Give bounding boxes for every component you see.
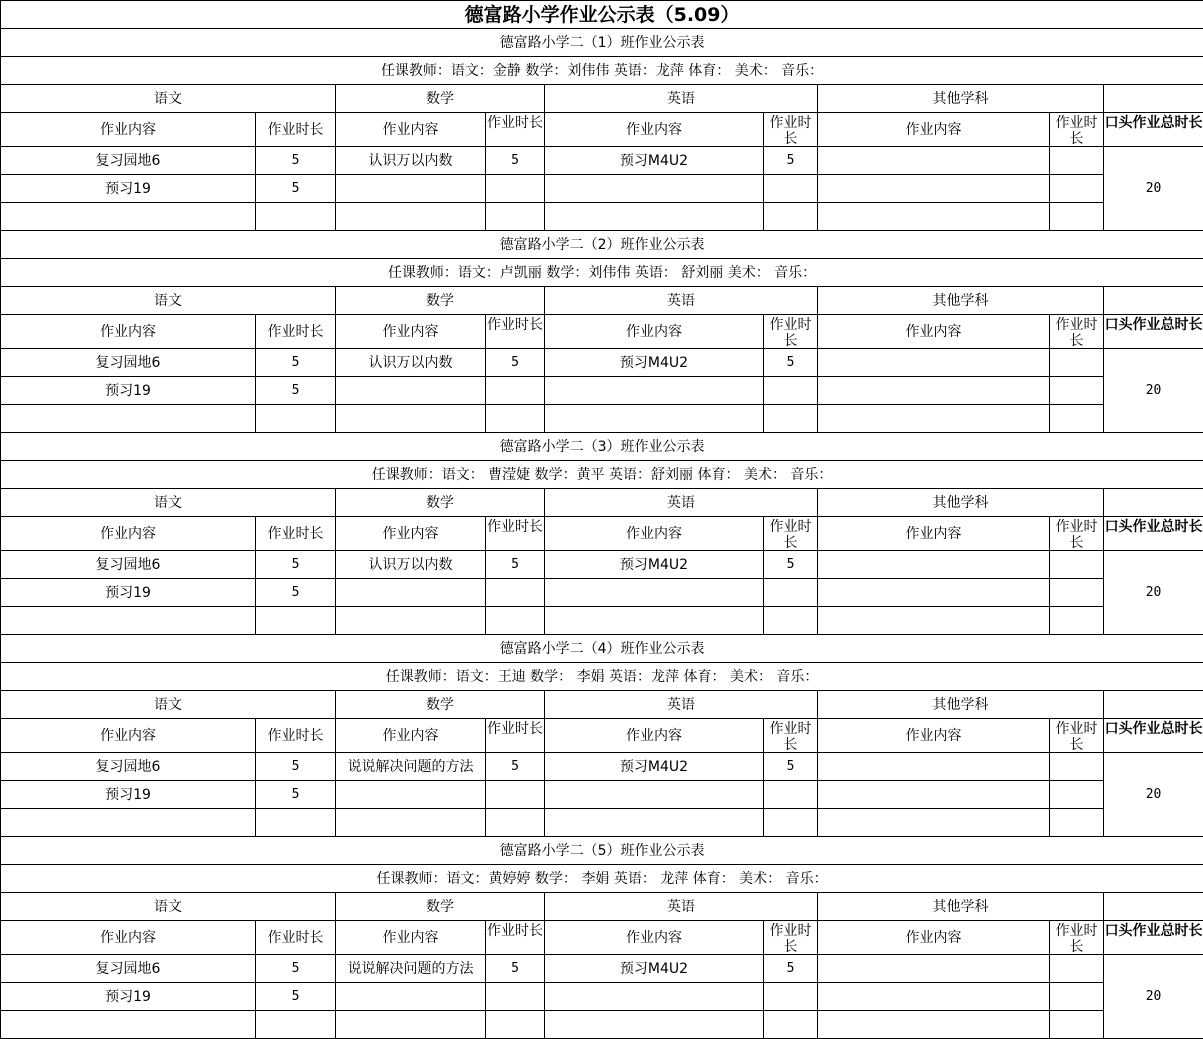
other-content-cell <box>818 551 1050 579</box>
subject-math-header: 数学 <box>336 691 545 719</box>
english-content-cell: 预习M4U2 <box>545 753 764 781</box>
subject-chinese-header: 语文 <box>1 287 336 315</box>
subject-other-header: 其他学科 <box>818 691 1104 719</box>
math-duration-cell: 5 <box>486 147 545 175</box>
english-duration-label: 作业时长 <box>769 721 812 752</box>
other-content-cell <box>818 405 1050 433</box>
english-content-header: 作业内容 <box>545 719 764 753</box>
math-content-cell <box>336 1011 486 1039</box>
english-content-cell <box>545 1011 764 1039</box>
chinese-content-cell: 预习19 <box>1 983 256 1011</box>
math-duration-label: 作业时长 <box>487 923 543 939</box>
oral-total-value: 20 <box>1104 349 1203 433</box>
chinese-duration-header: 作业时长 <box>256 517 336 551</box>
chinese-content-header: 作业内容 <box>1 113 256 147</box>
oral-total-label: 口头作业总时长 <box>1104 721 1203 737</box>
subject-math-header: 数学 <box>336 489 545 517</box>
subject-english-header: 英语 <box>545 85 818 113</box>
class-title: 德富路小学二（3）班作业公示表 <box>1 433 1203 461</box>
table-row <box>1 579 1203 607</box>
chinese-duration-header: 作业时长 <box>256 113 336 147</box>
math-duration-header <box>486 517 545 551</box>
chinese-content-header: 作业内容 <box>1 719 256 753</box>
oral-total-label: 口头作业总时长 <box>1104 923 1203 939</box>
oral-total-label: 口头作业总时长 <box>1104 115 1203 131</box>
oral-total-header <box>1104 921 1203 955</box>
math-content-cell <box>336 983 486 1011</box>
english-duration-cell <box>764 809 818 837</box>
chinese-duration-cell: 5 <box>256 579 336 607</box>
other-content-cell <box>818 147 1050 175</box>
english-content-cell: 预习M4U2 <box>545 349 764 377</box>
oral-total-header <box>1104 315 1203 349</box>
table-row <box>1 175 1203 203</box>
chinese-content-cell <box>1 405 256 433</box>
english-duration-cell: 5 <box>764 349 818 377</box>
chinese-duration-cell <box>256 405 336 433</box>
chinese-duration-cell: 5 <box>256 781 336 809</box>
english-duration-cell: 5 <box>764 551 818 579</box>
english-content-cell <box>545 377 764 405</box>
oral-total-value: 20 <box>1104 147 1203 231</box>
english-duration-label: 作业时长 <box>769 519 812 550</box>
english-content-cell: 预习M4U2 <box>545 551 764 579</box>
math-duration-cell <box>486 175 545 203</box>
chinese-duration-cell <box>256 809 336 837</box>
subject-english-header: 英语 <box>545 691 818 719</box>
other-content-header: 作业内容 <box>818 315 1050 349</box>
other-duration-header <box>1050 719 1104 753</box>
chinese-content-cell <box>1 809 256 837</box>
other-content-header: 作业内容 <box>818 719 1050 753</box>
subject-math-header: 数学 <box>336 287 545 315</box>
math-duration-cell: 5 <box>486 753 545 781</box>
table-row <box>1 203 1203 231</box>
subject-chinese-header: 语文 <box>1 893 336 921</box>
other-content-cell <box>818 579 1050 607</box>
math-duration-cell <box>486 607 545 635</box>
chinese-duration-cell: 5 <box>256 955 336 983</box>
english-content-header: 作业内容 <box>545 517 764 551</box>
chinese-duration-cell <box>256 1011 336 1039</box>
chinese-duration-cell: 5 <box>256 175 336 203</box>
other-duration-cell <box>1050 377 1104 405</box>
math-duration-label: 作业时长 <box>487 519 543 535</box>
chinese-content-header: 作业内容 <box>1 517 256 551</box>
oral-total-value: 20 <box>1104 955 1203 1039</box>
english-duration-cell <box>764 579 818 607</box>
english-duration-cell <box>764 781 818 809</box>
other-content-cell <box>818 955 1050 983</box>
english-content-cell: 预习M4U2 <box>545 147 764 175</box>
other-duration-cell <box>1050 983 1104 1011</box>
subject-empty-cell <box>1104 893 1203 921</box>
chinese-content-cell <box>1 203 256 231</box>
table-row <box>1 1011 1203 1039</box>
other-duration-header <box>1050 921 1104 955</box>
chinese-duration-header: 作业时长 <box>256 315 336 349</box>
teacher-list: 任课教师：语文：黄婷婷 数学： 李娟 英语： 龙萍 体育： 美术： 音乐： <box>1 865 1203 893</box>
chinese-content-header: 作业内容 <box>1 921 256 955</box>
math-duration-cell <box>486 781 545 809</box>
sheet-title: 德富路小学作业公示表（5.09） <box>1 1 1203 29</box>
chinese-content-cell: 复习园地6 <box>1 147 256 175</box>
chinese-content-cell: 预习19 <box>1 579 256 607</box>
english-content-header: 作业内容 <box>545 113 764 147</box>
other-duration-cell <box>1050 1011 1104 1039</box>
subject-other-header: 其他学科 <box>818 287 1104 315</box>
subject-empty-cell <box>1104 85 1203 113</box>
english-content-cell <box>545 203 764 231</box>
other-duration-header <box>1050 113 1104 147</box>
english-duration-cell <box>764 1011 818 1039</box>
math-content-header: 作业内容 <box>336 113 486 147</box>
other-content-cell <box>818 753 1050 781</box>
other-duration-label: 作业时长 <box>1055 519 1098 550</box>
chinese-content-cell: 复习园地6 <box>1 349 256 377</box>
teacher-list: 任课教师：语文：王迪 数学： 李娟 英语：龙萍 体育： 美术： 音乐： <box>1 663 1203 691</box>
english-duration-cell <box>764 607 818 635</box>
subject-other-header: 其他学科 <box>818 85 1104 113</box>
subject-other-header: 其他学科 <box>818 489 1104 517</box>
chinese-duration-cell: 5 <box>256 377 336 405</box>
table-row <box>1 809 1203 837</box>
english-duration-label: 作业时长 <box>769 115 812 146</box>
subject-english-header: 英语 <box>545 893 818 921</box>
math-content-header: 作业内容 <box>336 921 486 955</box>
other-content-cell <box>818 809 1050 837</box>
english-content-cell <box>545 175 764 203</box>
subject-other-header: 其他学科 <box>818 893 1104 921</box>
math-content-cell: 认识万以内数 <box>336 551 486 579</box>
other-content-cell <box>818 377 1050 405</box>
class-title: 德富路小学二（4）班作业公示表 <box>1 635 1203 663</box>
other-duration-header <box>1050 517 1104 551</box>
chinese-duration-cell: 5 <box>256 753 336 781</box>
subject-chinese-header: 语文 <box>1 489 336 517</box>
chinese-duration-cell <box>256 607 336 635</box>
chinese-duration-cell: 5 <box>256 983 336 1011</box>
english-duration-label: 作业时长 <box>769 923 812 954</box>
math-content-cell <box>336 781 486 809</box>
english-content-cell <box>545 579 764 607</box>
subject-math-header: 数学 <box>336 85 545 113</box>
english-duration-cell: 5 <box>764 753 818 781</box>
table-row <box>1 607 1203 635</box>
english-duration-header <box>764 113 818 147</box>
english-duration-cell <box>764 405 818 433</box>
other-duration-cell <box>1050 607 1104 635</box>
math-content-cell: 说说解决问题的方法 <box>336 955 486 983</box>
chinese-duration-header: 作业时长 <box>256 921 336 955</box>
class-title: 德富路小学二（5）班作业公示表 <box>1 837 1203 865</box>
math-duration-label: 作业时长 <box>487 115 543 131</box>
chinese-duration-cell <box>256 203 336 231</box>
class-title: 德富路小学二（2）班作业公示表 <box>1 231 1203 259</box>
table-row <box>1 753 1203 781</box>
chinese-content-cell <box>1 607 256 635</box>
math-content-header: 作业内容 <box>336 517 486 551</box>
other-duration-label: 作业时长 <box>1055 721 1098 752</box>
english-content-cell <box>545 809 764 837</box>
oral-total-label: 口头作业总时长 <box>1104 519 1203 535</box>
other-duration-cell <box>1050 175 1104 203</box>
oral-total-header <box>1104 719 1203 753</box>
chinese-content-cell: 预习19 <box>1 781 256 809</box>
other-content-header: 作业内容 <box>818 921 1050 955</box>
other-duration-cell <box>1050 203 1104 231</box>
chinese-content-cell <box>1 1011 256 1039</box>
math-duration-header <box>486 315 545 349</box>
table-row <box>1 377 1203 405</box>
math-duration-cell <box>486 1011 545 1039</box>
other-content-header: 作业内容 <box>818 113 1050 147</box>
other-duration-cell <box>1050 955 1104 983</box>
math-content-cell <box>336 175 486 203</box>
math-duration-cell: 5 <box>486 551 545 579</box>
oral-total-header <box>1104 113 1203 147</box>
math-content-cell: 认识万以内数 <box>336 349 486 377</box>
english-content-header: 作业内容 <box>545 921 764 955</box>
math-duration-header <box>486 113 545 147</box>
teacher-list: 任课教师：语文：金静 数学：刘伟伟 英语：龙萍 体育： 美术： 音乐： <box>1 57 1203 85</box>
table-row <box>1 405 1203 433</box>
oral-total-label: 口头作业总时长 <box>1104 317 1203 333</box>
table-row <box>1 983 1203 1011</box>
english-duration-header <box>764 517 818 551</box>
math-content-cell <box>336 809 486 837</box>
english-content-header: 作业内容 <box>545 315 764 349</box>
math-duration-cell: 5 <box>486 349 545 377</box>
chinese-content-cell: 复习园地6 <box>1 753 256 781</box>
class-title: 德富路小学二（1）班作业公示表 <box>1 29 1203 57</box>
table-row <box>1 147 1203 175</box>
other-content-cell <box>818 1011 1050 1039</box>
english-duration-cell <box>764 377 818 405</box>
other-duration-cell <box>1050 781 1104 809</box>
math-duration-cell <box>486 579 545 607</box>
math-content-cell: 认识万以内数 <box>336 147 486 175</box>
english-duration-cell: 5 <box>764 955 818 983</box>
subject-chinese-header: 语文 <box>1 691 336 719</box>
other-duration-cell <box>1050 551 1104 579</box>
math-duration-cell <box>486 983 545 1011</box>
other-duration-cell <box>1050 579 1104 607</box>
chinese-duration-cell: 5 <box>256 147 336 175</box>
oral-total-header <box>1104 517 1203 551</box>
english-content-cell <box>545 607 764 635</box>
english-duration-label: 作业时长 <box>769 317 812 348</box>
math-content-cell <box>336 203 486 231</box>
math-duration-cell <box>486 809 545 837</box>
english-duration-header <box>764 921 818 955</box>
other-content-header: 作业内容 <box>818 517 1050 551</box>
math-duration-label: 作业时长 <box>487 721 543 737</box>
other-duration-cell <box>1050 809 1104 837</box>
math-content-header: 作业内容 <box>336 719 486 753</box>
english-duration-header <box>764 719 818 753</box>
chinese-content-cell: 预习19 <box>1 175 256 203</box>
english-content-cell <box>545 405 764 433</box>
chinese-content-header: 作业内容 <box>1 315 256 349</box>
math-duration-label: 作业时长 <box>487 317 543 333</box>
other-duration-header <box>1050 315 1104 349</box>
teacher-list: 任课教师：语文：卢凯丽 数学：刘伟伟 英语： 舒刘丽 美术： 音乐： <box>1 259 1203 287</box>
other-duration-label: 作业时长 <box>1055 923 1098 954</box>
other-duration-cell <box>1050 405 1104 433</box>
math-content-cell: 说说解决问题的方法 <box>336 753 486 781</box>
math-content-header: 作业内容 <box>336 315 486 349</box>
oral-total-value: 20 <box>1104 753 1203 837</box>
english-content-cell <box>545 781 764 809</box>
other-duration-cell <box>1050 147 1104 175</box>
math-duration-cell: 5 <box>486 955 545 983</box>
table-row <box>1 781 1203 809</box>
math-duration-cell <box>486 405 545 433</box>
chinese-content-cell: 预习19 <box>1 377 256 405</box>
other-content-cell <box>818 175 1050 203</box>
math-content-cell <box>336 405 486 433</box>
subject-empty-cell <box>1104 287 1203 315</box>
english-content-cell: 预习M4U2 <box>545 955 764 983</box>
teacher-list: 任课教师：语文： 曹滢婕 数学：黄平 英语：舒刘丽 体育： 美术： 音乐： <box>1 461 1203 489</box>
subject-empty-cell <box>1104 691 1203 719</box>
subject-empty-cell <box>1104 489 1203 517</box>
english-duration-cell <box>764 175 818 203</box>
subject-chinese-header: 语文 <box>1 85 336 113</box>
other-duration-label: 作业时长 <box>1055 115 1098 146</box>
table-row <box>1 349 1203 377</box>
other-content-cell <box>818 781 1050 809</box>
other-duration-cell <box>1050 349 1104 377</box>
subject-math-header: 数学 <box>336 893 545 921</box>
english-duration-header <box>764 315 818 349</box>
other-content-cell <box>818 203 1050 231</box>
other-duration-cell <box>1050 753 1104 781</box>
math-duration-cell <box>486 203 545 231</box>
table-row <box>1 551 1203 579</box>
subject-english-header: 英语 <box>545 489 818 517</box>
table-row <box>1 955 1203 983</box>
chinese-content-cell: 复习园地6 <box>1 955 256 983</box>
other-content-cell <box>818 983 1050 1011</box>
oral-total-value: 20 <box>1104 551 1203 635</box>
math-content-cell <box>336 377 486 405</box>
math-duration-header <box>486 921 545 955</box>
math-content-cell <box>336 579 486 607</box>
english-content-cell <box>545 983 764 1011</box>
other-content-cell <box>818 607 1050 635</box>
math-duration-cell <box>486 377 545 405</box>
other-content-cell <box>818 349 1050 377</box>
chinese-duration-header: 作业时长 <box>256 719 336 753</box>
english-duration-cell <box>764 203 818 231</box>
chinese-duration-cell: 5 <box>256 349 336 377</box>
chinese-duration-cell: 5 <box>256 551 336 579</box>
english-duration-cell: 5 <box>764 147 818 175</box>
math-content-cell <box>336 607 486 635</box>
subject-english-header: 英语 <box>545 287 818 315</box>
other-duration-label: 作业时长 <box>1055 317 1098 348</box>
english-duration-cell <box>764 983 818 1011</box>
math-duration-header <box>486 719 545 753</box>
chinese-content-cell: 复习园地6 <box>1 551 256 579</box>
